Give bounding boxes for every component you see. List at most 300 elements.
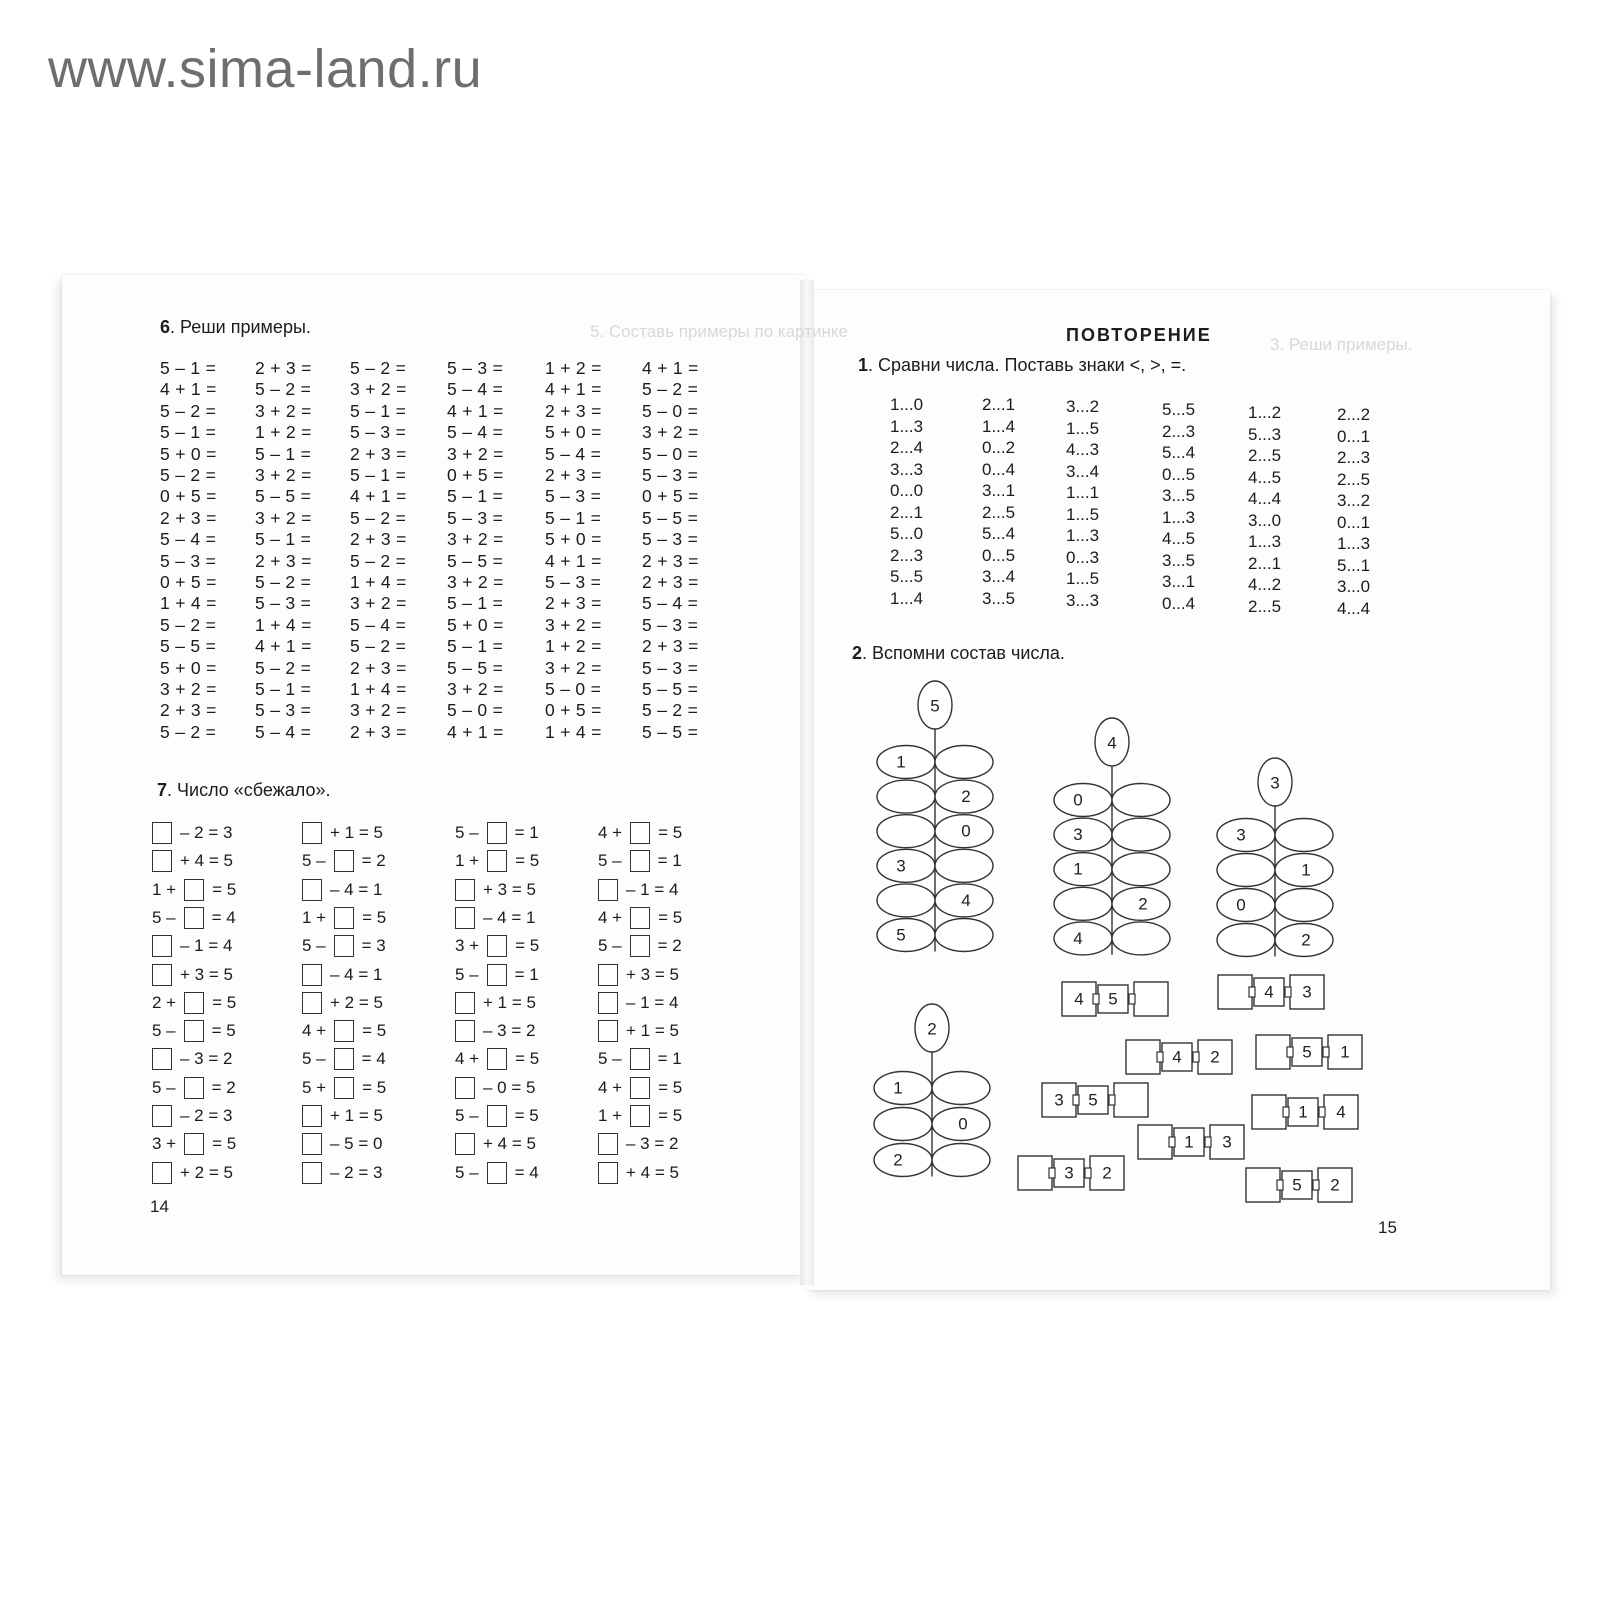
expr-suffix: – 4 = 1 <box>330 964 383 984</box>
example: 5 – 1 = <box>160 422 217 443</box>
expr-prefix: 4 + <box>598 1077 623 1097</box>
compare-item: 2...3 <box>1162 421 1196 441</box>
leaf-left <box>1217 854 1275 887</box>
compare-item: 0...5 <box>1162 464 1196 484</box>
leaf-left <box>1217 889 1275 922</box>
expr-prefix: 5 – <box>455 1106 479 1125</box>
leaf-right <box>1275 819 1333 852</box>
expr-suffix: – 0 = 5 <box>483 1077 536 1097</box>
domino-number: 1 <box>1298 1102 1308 1122</box>
compare-item: 3...2 <box>1066 397 1100 416</box>
expr-prefix: 1 + <box>302 907 327 927</box>
expr-prefix: 5 – <box>598 936 622 956</box>
example: 2 + 3 = <box>642 550 699 571</box>
tree-top-number: 4 <box>1107 733 1117 753</box>
compare-item: 3...1 <box>1162 572 1196 591</box>
expr-prefix: 2 + <box>152 992 177 1012</box>
leaf-number: 0 <box>1236 895 1246 915</box>
example: 5 – 4 = <box>642 593 699 614</box>
domino-notch <box>1323 1047 1329 1057</box>
leaf-right <box>932 1072 990 1105</box>
example: 5 – 5 = <box>642 721 699 742</box>
domino-notch <box>1049 1168 1055 1178</box>
example: 5 – 3 = <box>642 529 699 550</box>
compare-item: 4...3 <box>1066 440 1100 459</box>
domino-notch <box>1085 1168 1091 1178</box>
expr-suffix: – 3 = 2 <box>180 1049 233 1069</box>
expr-prefix: 5 – <box>302 1049 326 1069</box>
compare-item: 2...5 <box>982 502 1016 522</box>
example: 5 – 1 = <box>447 636 504 657</box>
compare-item: 5...3 <box>1248 424 1282 444</box>
expr-suffix: = 5 <box>515 936 540 956</box>
expr-prefix: 1 + <box>598 1106 623 1125</box>
expr-suffix: – 5 = 0 <box>330 1134 383 1154</box>
expr-prefix: 5 – <box>152 1021 176 1041</box>
compare-item: 1...5 <box>1066 504 1100 524</box>
leaf-left <box>877 919 935 952</box>
leaf-number: 0 <box>961 821 971 841</box>
expr-prefix: 5 – <box>455 1162 479 1182</box>
example: 3 + 2 = <box>160 679 217 699</box>
bleed-through-text: 3. Реши примеры. <box>1270 335 1413 354</box>
example: 4 + 1 = <box>447 721 504 742</box>
leaf-number: 3 <box>1073 825 1083 845</box>
example: 5 – 2 = <box>350 636 407 657</box>
expr-suffix: = 2 <box>361 851 386 871</box>
example: 1 + 2 = <box>255 422 312 443</box>
task6-title: 6. Реши примеры. <box>160 317 311 337</box>
compare-item: 1...3 <box>1337 534 1371 553</box>
expr-suffix: – 2 = 3 <box>180 823 233 842</box>
leaf-left <box>1054 853 1112 886</box>
expr-suffix: = 5 <box>212 879 237 899</box>
expr-suffix: + 4 = 5 <box>483 1134 536 1154</box>
example: 5 – 2 = <box>160 614 217 635</box>
expr-suffix: + 2 = 5 <box>330 992 383 1012</box>
expr-prefix: 5 – <box>455 964 479 984</box>
expr-suffix: = 5 <box>658 823 683 842</box>
leaf-left <box>874 1108 932 1141</box>
compare-item: 0...2 <box>982 438 1016 457</box>
expr-suffix: = 5 <box>515 1049 540 1069</box>
domino-number: 1 <box>1340 1042 1350 1062</box>
domino-notch <box>1313 1180 1319 1190</box>
expr-suffix: + 2 = 5 <box>180 1162 233 1182</box>
example: 5 – 0 = <box>642 443 699 464</box>
example: 3 + 2 = <box>447 572 504 592</box>
example: 5 – 3 = <box>255 593 312 614</box>
example: 5 – 2 = <box>255 379 312 400</box>
example: 5 – 3 = <box>255 700 312 721</box>
example: 5 – 5 = <box>160 636 217 657</box>
expr-suffix: – 2 = 3 <box>180 1106 233 1125</box>
example: 2 + 3 = <box>255 550 312 571</box>
example: 3 + 2 = <box>447 529 504 550</box>
domino-number: 2 <box>1330 1175 1340 1195</box>
example: 5 – 1 = <box>255 529 312 550</box>
expr-suffix: = 5 <box>362 1077 387 1097</box>
leaf-number: 1 <box>896 752 906 772</box>
compare-item: 2...1 <box>982 395 1016 414</box>
leaf-left <box>877 815 935 848</box>
compare-item: 3...3 <box>890 459 924 479</box>
example: 5 – 3 = <box>642 614 699 635</box>
compare-item: 1...2 <box>1248 403 1282 422</box>
example: 2 + 3 = <box>350 721 407 742</box>
leaf-right <box>1275 889 1333 922</box>
domino-notch <box>1193 1052 1199 1062</box>
example: 5 – 5 = <box>447 550 504 571</box>
compare-item: 5...0 <box>890 524 924 543</box>
domino-cell <box>1138 1125 1172 1159</box>
example: 5 – 3 = <box>545 572 602 592</box>
expr-suffix: = 4 <box>361 1049 386 1069</box>
expr-suffix: = 4 <box>514 1162 539 1182</box>
leaf-number: 2 <box>893 1150 903 1170</box>
expr-suffix: + 4 = 5 <box>180 851 233 871</box>
example: 5 + 0 = <box>545 529 602 550</box>
leaf-right <box>1112 853 1170 886</box>
expr-suffix: – 3 = 2 <box>626 1134 679 1154</box>
leaf-number: 0 <box>1073 790 1083 810</box>
domino-notch <box>1319 1107 1325 1117</box>
domino-notch <box>1205 1137 1211 1147</box>
compare-item: 1...3 <box>1248 532 1282 551</box>
compare-item: 2...5 <box>1337 469 1371 489</box>
task1-title: 1. Сравни числа. Поставь знаки <, >, =. <box>858 355 1187 375</box>
leaf-left <box>1217 924 1275 957</box>
example: 2 + 3 = <box>350 529 407 550</box>
expr-suffix: = 5 <box>658 1077 683 1097</box>
example: 2 + 3 = <box>642 572 699 592</box>
leaf-left <box>874 1144 932 1177</box>
example: 2 + 3 = <box>350 443 407 464</box>
section-heading: ПОВТОРЕНИЕ <box>1066 325 1212 345</box>
example: 5 – 2 = <box>160 465 217 485</box>
expr-suffix: = 5 <box>362 1021 387 1041</box>
expr-suffix: + 1 = 5 <box>626 1021 679 1041</box>
compare-item: 0...5 <box>982 545 1016 565</box>
page-number-right: 15 <box>1378 1218 1397 1237</box>
compare-item: 2...4 <box>890 438 924 457</box>
example: 0 + 5 = <box>545 700 602 721</box>
expr-suffix: + 4 = 5 <box>626 1162 679 1182</box>
example: 5 – 2 = <box>255 572 312 592</box>
domino-number: 1 <box>1184 1132 1194 1152</box>
example: 5 – 1 = <box>160 358 217 378</box>
compare-item: 2...1 <box>1248 553 1282 573</box>
example: 2 + 3 = <box>255 358 312 378</box>
compare-item: 2...5 <box>1248 596 1282 616</box>
compare-item: 2...2 <box>1337 405 1371 424</box>
example: 4 + 1 = <box>447 400 504 421</box>
leaf-left <box>874 1072 932 1105</box>
expr-suffix: – 4 = 1 <box>330 879 383 899</box>
example: 5 – 5 = <box>255 486 312 507</box>
example: 5 – 3 = <box>160 550 217 571</box>
example: 5 – 4 = <box>447 422 504 443</box>
example: 4 + 1 = <box>545 550 602 571</box>
example: 5 – 5 = <box>642 507 699 528</box>
leaf-right <box>1112 784 1170 817</box>
compare-item: 4...5 <box>1248 467 1282 487</box>
example: 5 – 1 = <box>255 443 312 464</box>
expr-suffix: – 3 = 2 <box>483 1021 536 1041</box>
example: 3 + 2 = <box>350 593 407 614</box>
leaf-left <box>1054 887 1112 920</box>
task2-title: 2. Вспомни состав числа. <box>852 643 1065 663</box>
example: 4 + 1 = <box>642 358 699 378</box>
domino-cell <box>1246 1168 1280 1202</box>
domino-notch <box>1169 1137 1175 1147</box>
example: 3 + 2 = <box>545 614 602 635</box>
domino-notch <box>1157 1052 1163 1062</box>
example: 5 – 4 = <box>255 721 312 742</box>
leaf-number: 4 <box>961 890 971 910</box>
example: 5 – 5 = <box>447 657 504 678</box>
leaf-left <box>877 849 935 882</box>
expr-suffix: = 5 <box>515 851 540 871</box>
example: 5 – 2 = <box>350 507 407 528</box>
example: 5 + 0 = <box>447 614 504 635</box>
expr-suffix: – 2 = 3 <box>330 1162 383 1182</box>
leaf-right <box>935 849 993 882</box>
compare-item: 3...0 <box>1337 577 1371 596</box>
task7-title: 7. Число «сбежало». <box>157 780 331 800</box>
expr-suffix: = 5 <box>212 992 237 1012</box>
example: 4 + 1 = <box>545 379 602 400</box>
expr-suffix: = 5 <box>362 907 387 927</box>
domino-number: 5 <box>1292 1175 1302 1195</box>
example: 3 + 2 = <box>447 443 504 464</box>
example: 5 – 4 = <box>350 614 407 635</box>
expr-prefix: 5 – <box>598 851 622 871</box>
example: 5 – 2 = <box>160 721 217 742</box>
compare-item: 5...5 <box>890 567 924 586</box>
domino-notch <box>1283 1107 1289 1117</box>
example: 5 – 1 = <box>350 465 407 485</box>
expr-suffix: = 4 <box>211 907 236 927</box>
leaf-right <box>935 919 993 952</box>
expr-prefix: 5 + <box>302 1077 327 1097</box>
expr-prefix: 4 + <box>455 1049 480 1069</box>
compare-item: 3...3 <box>1066 590 1100 610</box>
compare-item: 1...5 <box>1066 418 1100 438</box>
expr-prefix: 5 – <box>455 823 479 842</box>
compare-item: 4...2 <box>1248 575 1282 594</box>
expr-suffix: = 1 <box>514 823 539 842</box>
example: 5 – 2 = <box>642 700 699 721</box>
domino-notch <box>1249 987 1255 997</box>
example: 5 – 2 = <box>350 550 407 571</box>
compare-item: 1...4 <box>890 588 924 608</box>
example: 4 + 1 = <box>255 636 312 657</box>
domino-number: 4 <box>1264 982 1274 1002</box>
example: 2 + 3 = <box>160 507 217 528</box>
leaf-left <box>877 746 935 779</box>
example: 3 + 2 = <box>255 507 312 528</box>
compare-item: 2...5 <box>1248 446 1282 465</box>
example: 4 + 1 = <box>350 486 407 507</box>
compare-item: 3...1 <box>982 481 1016 500</box>
expr-prefix: 5 – <box>152 1077 176 1097</box>
example: 5 – 1 = <box>447 486 504 507</box>
example: 5 – 3 = <box>545 486 602 507</box>
domino-notch <box>1285 987 1291 997</box>
example: 5 – 0 = <box>545 679 602 699</box>
example: 5 – 5 = <box>642 679 699 699</box>
domino-notch <box>1109 1095 1115 1105</box>
example: 1 + 4 = <box>255 614 312 635</box>
domino-notch <box>1277 1180 1283 1190</box>
compare-item: 0...1 <box>1337 512 1371 532</box>
compare-item: 1...5 <box>1066 569 1100 588</box>
expr-suffix: + 3 = 5 <box>626 964 679 984</box>
example: 5 – 0 = <box>642 400 699 421</box>
expr-prefix: 5 – <box>152 907 176 927</box>
domino-number: 5 <box>1108 989 1118 1009</box>
leaf-right <box>935 746 993 779</box>
expr-suffix: = 1 <box>657 851 682 871</box>
example: 5 + 0 = <box>160 443 217 464</box>
expr-suffix: = 2 <box>211 1077 236 1097</box>
example: 2 + 3 = <box>642 636 699 657</box>
compare-item: 2...1 <box>890 502 924 522</box>
expr-suffix: = 5 <box>211 1021 236 1041</box>
example: 5 – 4 = <box>160 529 217 550</box>
leaf-number: 1 <box>893 1078 903 1098</box>
expr-prefix: 5 – <box>598 1049 622 1069</box>
leaf-number: 2 <box>961 787 971 807</box>
example: 5 – 2 = <box>160 400 217 421</box>
watermark: www.sima-land.ru <box>48 39 483 99</box>
expr-suffix: + 1 = 5 <box>330 1106 383 1125</box>
example: 3 + 2 = <box>545 657 602 678</box>
domino-number: 4 <box>1336 1102 1346 1122</box>
tree-top-number: 2 <box>927 1019 937 1039</box>
example: 5 – 3 = <box>642 657 699 678</box>
expr-suffix: – 1 = 4 <box>180 936 233 956</box>
example: 3 + 2 = <box>350 379 407 400</box>
example: 5 – 4 = <box>447 379 504 400</box>
domino-cell <box>1252 1095 1286 1129</box>
example: 1 + 2 = <box>545 358 602 378</box>
example: 1 + 4 = <box>160 593 217 614</box>
domino-cell <box>1218 975 1252 1009</box>
expr-suffix: = 5 <box>212 1134 237 1154</box>
leaf-right <box>1112 818 1170 851</box>
compare-item: 3...5 <box>1162 486 1196 505</box>
compare-item: 0...1 <box>1337 426 1371 446</box>
domino-number: 3 <box>1064 1163 1074 1183</box>
leaf-number: 3 <box>1236 825 1246 845</box>
bleed-through-text: 5. Составь примеры по картинке <box>590 322 848 341</box>
domino-notch <box>1129 994 1135 1004</box>
expr-suffix: = 5 <box>658 907 683 927</box>
leaf-right <box>1112 922 1170 955</box>
compare-item: 4...4 <box>1248 489 1282 508</box>
compare-item: 0...3 <box>1066 547 1100 567</box>
compare-item: 2...3 <box>890 545 924 565</box>
leaf-number: 1 <box>1301 860 1311 880</box>
example: 0 + 5 = <box>160 572 217 592</box>
expr-suffix: + 1 = 5 <box>483 992 536 1012</box>
compare-item: 0...4 <box>982 459 1016 479</box>
example: 1 + 2 = <box>545 636 602 657</box>
compare-item: 3...5 <box>1162 550 1196 570</box>
leaf-left <box>1217 819 1275 852</box>
example: 5 – 3 = <box>642 465 699 485</box>
expr-prefix: 5 – <box>302 936 326 956</box>
domino-number: 4 <box>1172 1047 1182 1067</box>
domino-number: 5 <box>1302 1042 1312 1062</box>
compare-item: 1...1 <box>1066 483 1100 502</box>
domino-cell <box>1256 1035 1290 1069</box>
example: 3 + 2 = <box>255 400 312 421</box>
example: 5 – 1 = <box>447 593 504 614</box>
expr-suffix: – 4 = 1 <box>483 907 536 927</box>
domino-cell <box>1114 1083 1148 1117</box>
compare-item: 3...0 <box>1248 510 1282 530</box>
example: 5 – 0 = <box>447 700 504 721</box>
leaf-left <box>877 884 935 917</box>
compare-item: 5...4 <box>1162 443 1196 462</box>
example: 1 + 4 = <box>545 721 602 742</box>
domino-notch <box>1093 994 1099 1004</box>
leaf-left <box>877 780 935 813</box>
leaf-number: 3 <box>896 856 906 876</box>
example: 0 + 5 = <box>447 465 504 485</box>
tree-top-number: 3 <box>1270 773 1280 793</box>
expr-prefix: 3 + <box>455 936 480 956</box>
example: 3 + 2 = <box>350 700 407 721</box>
expr-suffix: = 5 <box>514 1106 539 1125</box>
compare-item: 1...3 <box>890 416 924 436</box>
domino-notch <box>1073 1095 1079 1105</box>
example: 2 + 3 = <box>545 465 602 485</box>
compare-item: 4...4 <box>1337 598 1371 618</box>
expr-prefix: 1 + <box>455 851 480 871</box>
leaf-right <box>932 1144 990 1177</box>
expr-suffix: = 1 <box>514 964 539 984</box>
expr-suffix: = 3 <box>361 936 386 956</box>
example: 2 + 3 = <box>545 593 602 614</box>
tree-top-number: 5 <box>930 696 940 716</box>
leaf-number: 4 <box>1073 928 1083 948</box>
expr-suffix: = 1 <box>657 1049 682 1069</box>
compare-item: 1...0 <box>890 395 924 414</box>
domino-notch <box>1287 1047 1293 1057</box>
expr-suffix: = 5 <box>658 1106 683 1125</box>
example: 3 + 2 = <box>642 422 699 443</box>
compare-item: 4...5 <box>1162 529 1196 548</box>
example: 5 + 0 = <box>545 422 602 443</box>
expr-prefix: 1 + <box>152 879 177 899</box>
example: 2 + 3 = <box>160 700 217 721</box>
leaf-number: 2 <box>1301 930 1311 950</box>
example: 5 – 1 = <box>350 400 407 421</box>
domino-number: 2 <box>1210 1047 1220 1067</box>
example: 3 + 2 = <box>255 465 312 485</box>
example: 5 – 3 = <box>447 507 504 528</box>
expr-suffix: + 3 = 5 <box>483 879 536 899</box>
domino-cell <box>1134 982 1168 1016</box>
leaf-number: 5 <box>896 925 906 945</box>
leaf-left <box>1054 784 1112 817</box>
expr-prefix: 4 + <box>302 1021 327 1041</box>
example: 5 – 2 = <box>350 358 407 378</box>
